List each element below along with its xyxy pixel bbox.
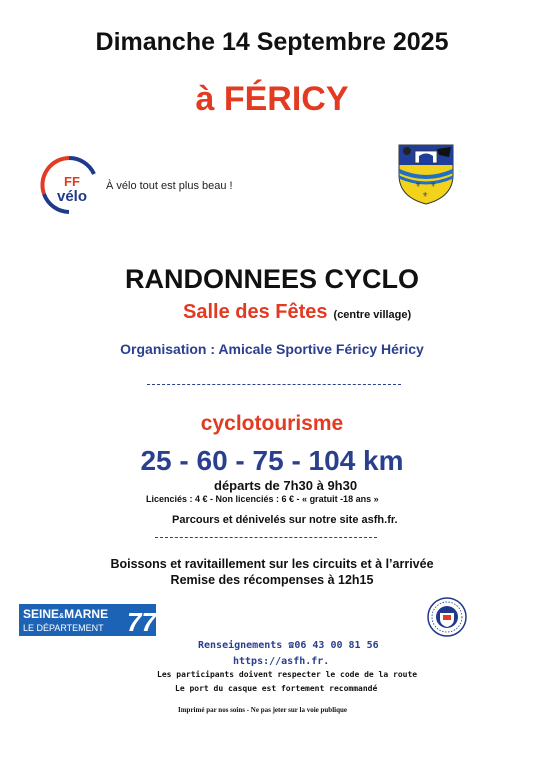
rule-highway-code: Les participants doivent respecter le code de la route [157,670,418,679]
ffvelo-logo [38,154,100,216]
departure-times: départs de 7h30 à 9h30 [214,478,358,493]
ffvelo-slogan: À vélo tout est plus beau ! [106,180,233,192]
sm-seine: SEINE [23,607,60,621]
awards: Remise des récompenses à 12h15 [170,573,374,587]
event-date: Dimanche 14 Septembre 2025 [95,28,449,56]
coat-of-arms-icon [393,141,459,207]
seine-et-marne-logo [19,604,156,636]
ffvelo-ff: FF [64,174,80,189]
refreshments: Boissons et ravitaillement sur les circuits et à l’arrivée [110,557,434,571]
svg-text:⚜: ⚜ [422,192,429,199]
ffvelo-velo: vélo [56,188,88,205]
sm-marne: MARNE [64,607,109,621]
sm-departement: LE DÉPARTEMENT [23,623,104,633]
website-link[interactable]: https://asfh.fr. [233,656,330,667]
divider-top [147,379,401,385]
contact-info: Renseignements ☎06 43 00 81 56 [198,640,379,651]
event-title: RANDONNEES CYCLO [124,264,420,294]
svg-text:⚜: ⚜ [430,182,437,189]
organisation: Organisation : Amicale Sportive Féricy Héricy [120,341,424,357]
svg-text:⚜: ⚜ [415,182,422,189]
venue-name: Salle des Fêtes [183,301,328,323]
sm-77: 77 [127,607,156,636]
print-footer: Imprimé par nos soins - Ne pas jeter sur la voie publique [178,706,347,714]
prices: Licenciés : 4 € - Non licenciés : 6 € - « gratuit -18 ans » [146,494,379,504]
sm-amp: & [59,613,65,620]
venue [183,301,411,324]
venue-note: (centre village) [333,309,412,321]
divider-bottom [155,532,377,538]
event-type: cyclotourisme [200,412,344,435]
distances: 25 - 60 - 75 - 104 km [140,445,404,476]
svg-text:SEINE&MARNE [23,607,108,621]
event-place: à FÉRICY [195,80,349,118]
rule-helmet: Le port du casque est fortement recommandé [175,684,378,693]
club-seal-icon [427,597,467,637]
route-info: Parcours et dénivelés sur notre site asfh.fr. [172,514,398,526]
